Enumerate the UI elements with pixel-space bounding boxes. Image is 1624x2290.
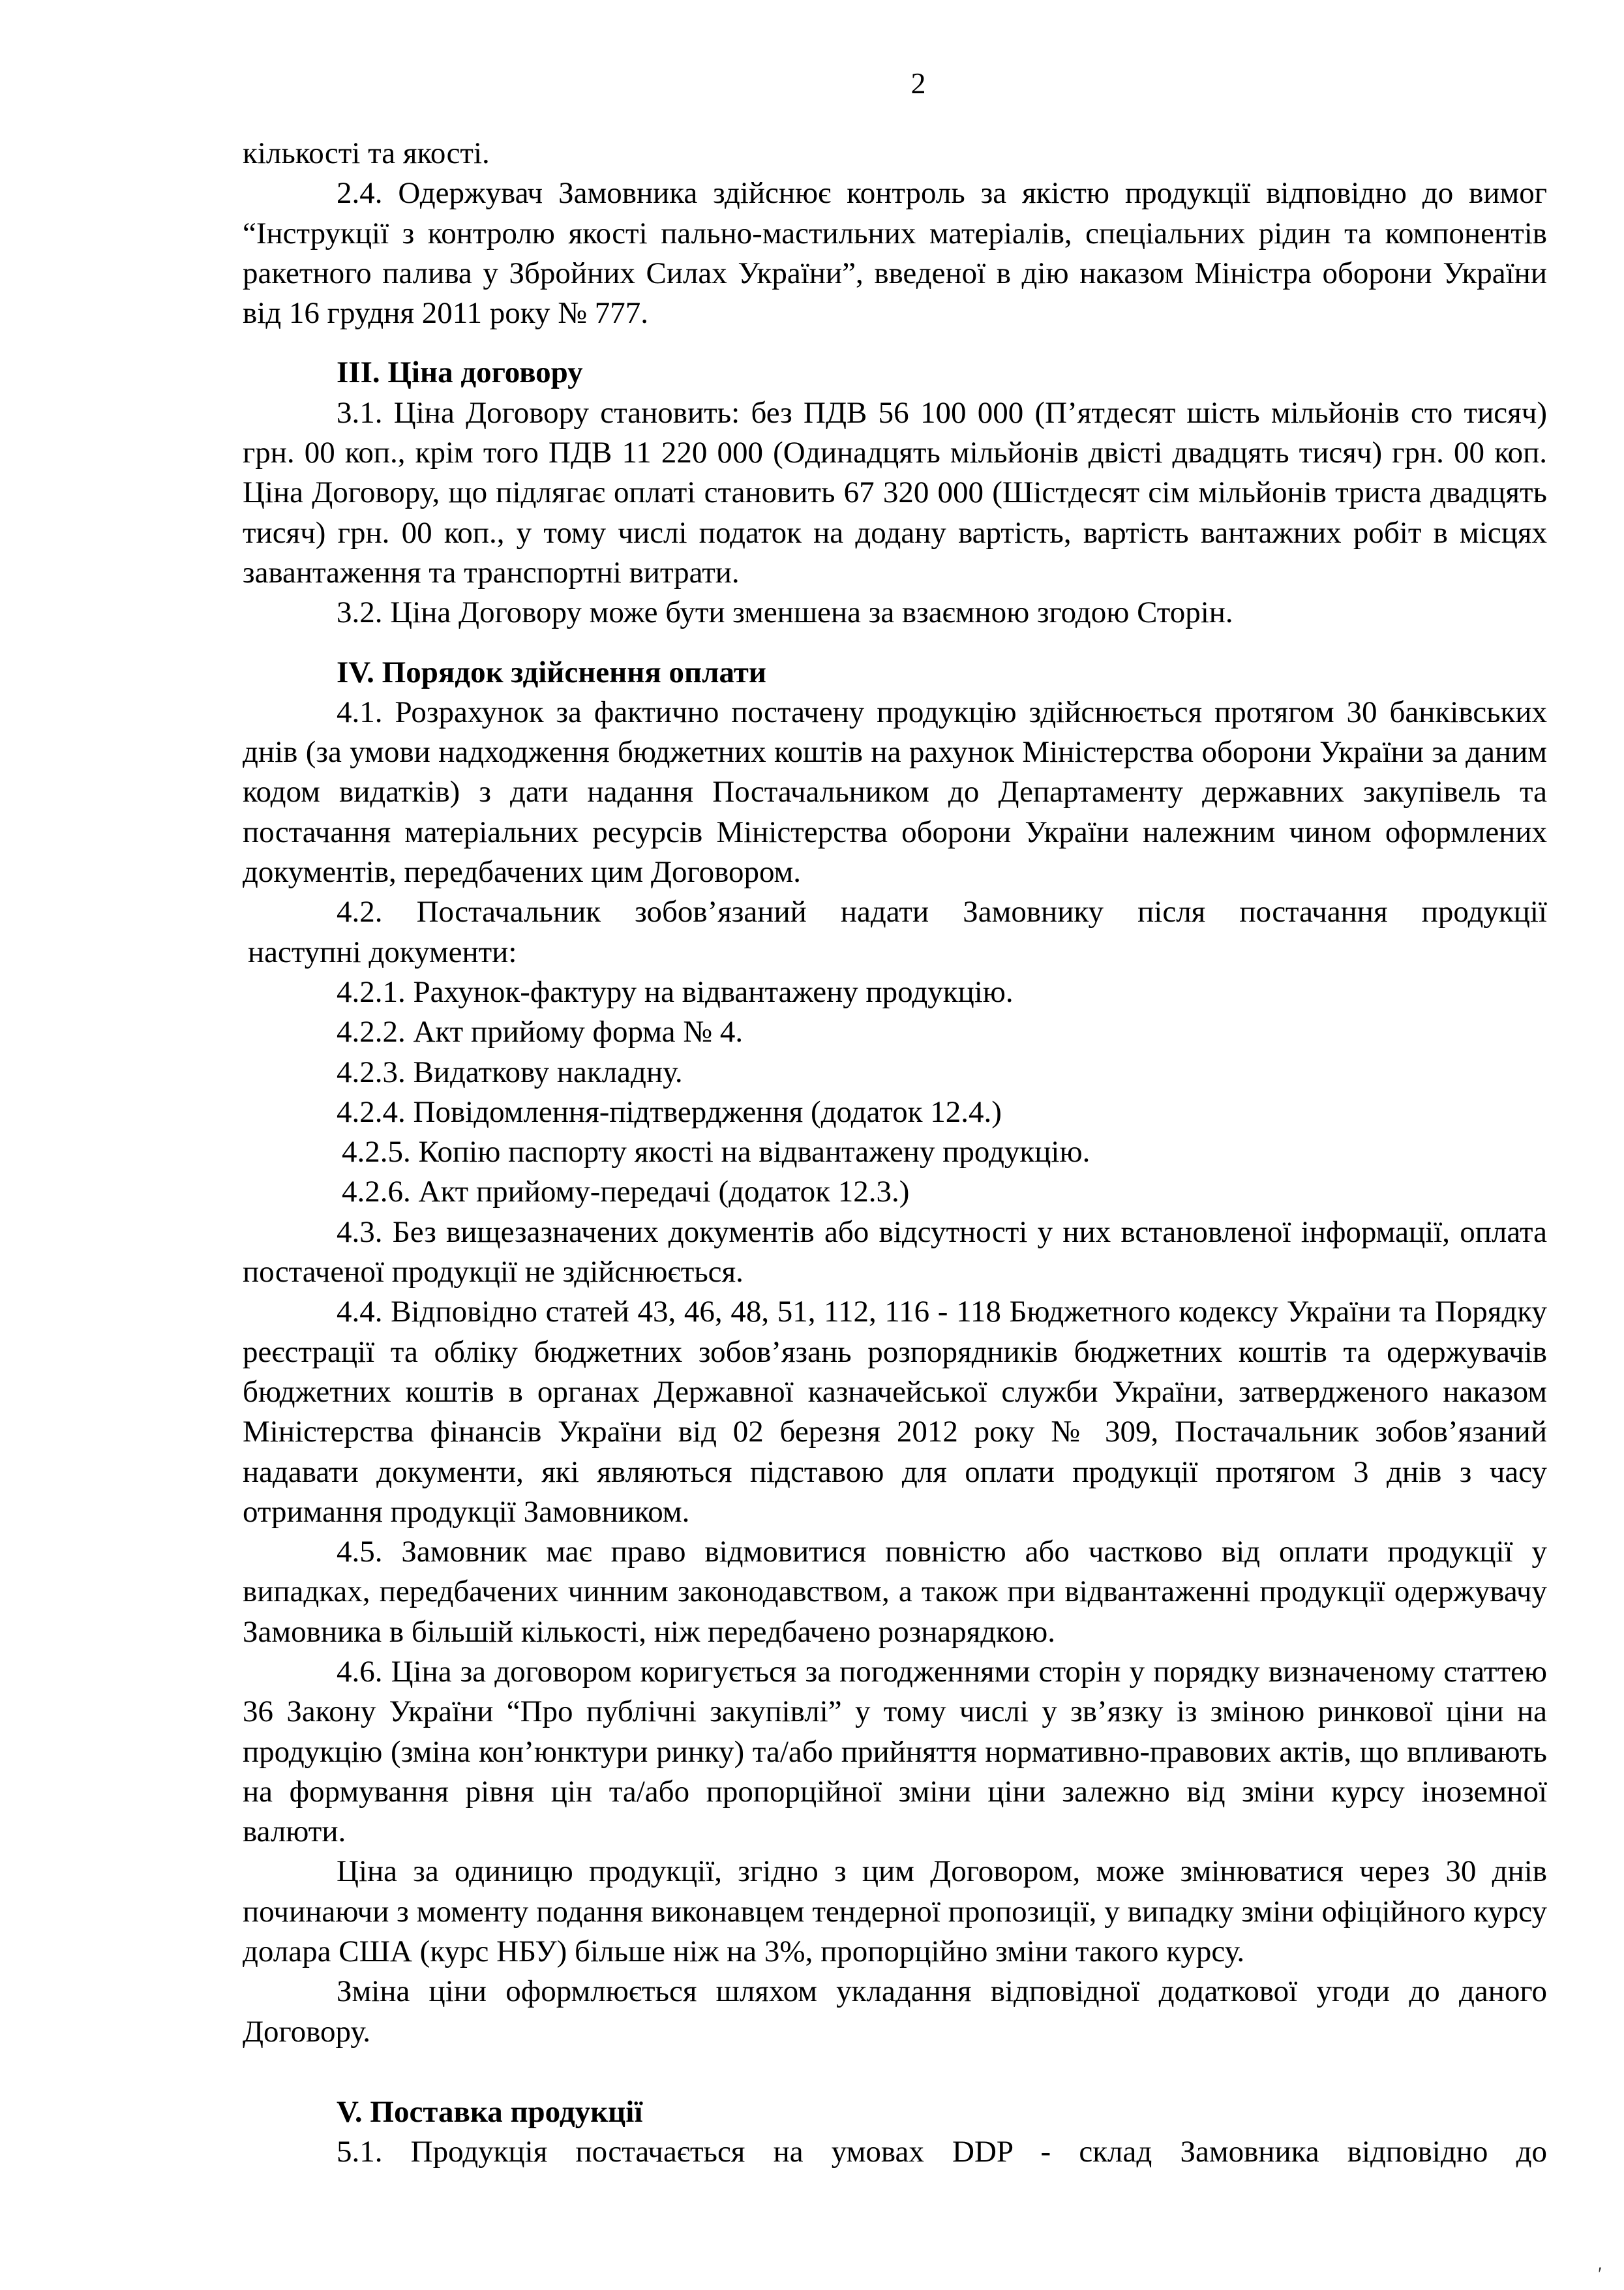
clause-4-4: 4.4. Відповідно статей 43, 46, 48, 51, 112, 116 - 118 Бюджетного кодексу України та Порядку реєстрації та обліку бюджетних зобов’язань розпорядників бюджетних коштів та одержувачів бюджетних коштів в органах Державної казначейської служби України, затвердженого наказом Міністерства фінансів України від 02 березня 2012 року № 309, Постачальник зобов’язаний надавати документи, які являються підставою для оплати продукції протягом 3 днів з часу отримання продукції Замовником.: [243, 1295, 1547, 1529]
document-item: 4.2.3. Видаткову накладну.: [337, 1055, 683, 1089]
document-item: 4.2.5. Копію паспорту якості на відвантажену продукцію.: [342, 1135, 1090, 1169]
document-body: [243, 134, 1547, 2173]
document-item: 4.2.2. Акт прийому форма № 4.: [337, 1015, 744, 1049]
section-price: [243, 353, 1547, 633]
continuation-text: кількості та якості.: [243, 136, 490, 170]
clause-4-6: 4.6. Ціна за договором коригується за погодженнями сторін у порядку визначеному статтею 36 Закону України “Про публічні закупівлі” у тому числі у зв’язку із зміною ринкової ціни на продукцію (зміна кон’юнктури ринку) та/або прийняття нормативно-правових актів, що впливають на формування рівня цін та/або пропорційної зміни ціни залежно від зміни курсу іноземної валюти.: [243, 1654, 1547, 1849]
price-change-paragraph: Зміна ціни оформлюється шляхом укладання відповідної додаткової угоди до даного Договору.: [243, 1974, 1547, 2049]
clause-4-2-continuation: наступні документи:: [248, 935, 517, 969]
clause-4-5: 4.5. Замовник має право відмовитися повністю або частково від оплати продукції у випадках, передбачених чинним законодавством, а також при відвантаженні продукції одержувачу Замовника в більшій кількості, ніж передбачено рознарядкою.: [243, 1535, 1547, 1649]
clause-5-1: 5.1. Продукція постачається на умовах DDP - склад Замовника відповідно до: [337, 2135, 1547, 2169]
page-number: 2: [910, 67, 926, 100]
section-heading-payment: IV. Порядок здійснення оплати: [337, 655, 766, 689]
section-delivery: [243, 2092, 1547, 2173]
clause-3-2: 3.2. Ціна Договору може бути зменшена за взаємною згодою Сторін.: [337, 595, 1233, 630]
clause-2-4: 2.4. Одержувач Замовника здійснює контроль за якістю продукції відповідно до вимог “Інструкції з контролю якості пально-мастильних матеріалів, спеціальних рідин та компонентів ракетного палива у Збройних Силах України”, введеної в дію наказом Міністра оборони України від 16 грудня 2011 року № 777.: [243, 176, 1547, 331]
document-item: 4.2.4. Повідомлення-підтвердження (додаток 12.4.): [337, 1094, 1002, 1129]
required-documents-list: [243, 972, 1547, 1213]
spacer: [243, 333, 1547, 353]
document-item: 4.2.6. Акт прийому-передачі (додаток 12.3.): [342, 1175, 910, 1209]
document-item: 4.2.1. Рахунок-фактуру на відвантажену продукцію.: [337, 974, 1014, 1009]
section-payment: [243, 653, 1547, 2052]
spacer: [243, 2052, 1547, 2092]
clause-4-2: 4.2. Постачальник зобов’язаний надати Замовнику після постачання продукції: [337, 895, 1547, 929]
unit-price-paragraph: Ціна за одиницю продукції, згідно з цим Договором, може змінюватися через 30 днів починаючи з моменту подання виконавцем тендерної пропозиції, у випадку зміни офіційного курсу долара США (курс НБУ) більше ніж на 3%, пропорційно зміни такого курсу.: [243, 1854, 1547, 1969]
clause-3-1: 3.1. Ціна Договору становить: без ПДВ 56 100 000 (П’ятдесят шість мільйонів сто тисяч) грн. 00 коп., крім того ПДВ 11 220 000 (Одинадцять мільйонів двісті двадцять тисяч) грн. 00 коп. Ціна Договору, що підлягає оплаті становить 67 320 000 (Шістдесят сім мільйонів триста двадцять тисяч) грн. 00 коп., у тому числі податок на додану вартість, вартість вантажних робіт в місцях завантаження та транспортні витрати.: [243, 395, 1547, 590]
section-heading-delivery: V. Поставка продукції: [337, 2094, 643, 2129]
section-heading-price: ІІІ. Ціна договору: [337, 355, 583, 390]
clause-4-1: 4.1. Розрахунок за фактично постачену продукцію здійснюється протягом 30 банківських днів (за умови надходження бюджетних коштів на рахунок Міністерства оборони України за даним кодом видатків) з дати надання Постачальником до Департаменту державних закупівель та постачання матеріальних ресурсів Міністерства оборони України належним чином оформлених документів, передбачених цим Договором.: [243, 695, 1547, 890]
scan-artifact: ʹ: [1598, 2263, 1602, 2285]
clause-4-3: 4.3. Без вищезазначених документів або відсутності у них встановленої інформації, оплата постаченої продукції не здійснюється.: [243, 1214, 1547, 1289]
spacer: [243, 633, 1547, 653]
